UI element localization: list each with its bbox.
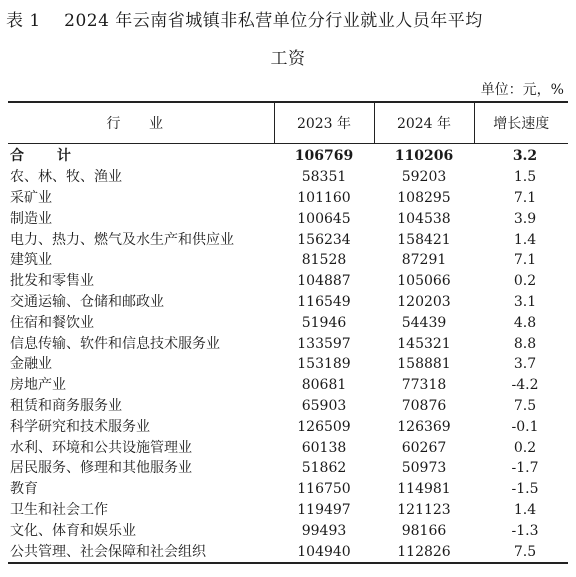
header-growth: 增长速度: [474, 102, 568, 144]
table-title: [0, 2, 576, 78]
growth-rate-cell: -4.2: [511, 377, 539, 394]
industry-cell: 交通运输、仓储和邮政业: [10, 293, 164, 310]
wage-2024-cell: 110206: [394, 148, 454, 165]
wage-2023-cell: 80681: [301, 377, 347, 394]
wage-2023-cell: 81528: [301, 252, 347, 269]
industry-cell: 建筑业: [10, 252, 52, 269]
wage-2024-cell: 70876: [401, 397, 447, 414]
growth-rate-cell: 3.9: [513, 210, 537, 227]
header-row: [8, 102, 568, 144]
industry-cell: 制造业: [10, 210, 52, 227]
industry-cell: 水利、环境和公共设施管理业: [10, 439, 192, 456]
wage-2024-cell: 126369: [397, 418, 451, 435]
wage-2024-cell: 105066: [397, 273, 451, 290]
industry-cell: 电力、热力、燃气及水生产和供应业: [10, 231, 234, 248]
wage-2024-cell: 120203: [397, 293, 451, 310]
table-row: [8, 354, 568, 375]
table-row: [8, 271, 568, 292]
wage-2023-cell: 104887: [297, 273, 351, 290]
growth-rate-cell: -1.5: [511, 481, 539, 498]
industry-cell: 科学研究和技术服务业: [10, 418, 150, 435]
industry-cell: 居民服务、修理和其他服务业: [10, 460, 192, 477]
table-row: [8, 333, 568, 354]
wage-2023-cell: 104940: [274, 541, 374, 563]
growth-rate-cell: 0.2: [513, 439, 537, 456]
growth-rate-cell: -0.1: [511, 418, 539, 435]
industry-cell: 房地产业: [10, 377, 66, 394]
wage-2023-cell: 51862: [301, 460, 347, 477]
table-row: [8, 229, 568, 250]
wage-2023-cell: 119497: [297, 501, 351, 518]
table-row: [8, 541, 568, 563]
wage-2023-cell: 156234: [297, 231, 351, 248]
table-row: [8, 312, 568, 333]
wage-2024-cell: 158881: [397, 356, 451, 373]
wage-2024-cell: 121123: [397, 501, 451, 518]
growth-rate-cell: 3.1: [513, 293, 537, 310]
growth-rate-cell: 3.7: [513, 356, 537, 373]
industry-cell: 采矿业: [10, 189, 52, 206]
wage-2024-cell: 158421: [397, 231, 451, 248]
wage-2023-cell: 116750: [297, 481, 351, 498]
wage-2023-cell: 51946: [301, 314, 347, 331]
wage-2024-cell: 104538: [397, 210, 451, 227]
table-row: [8, 500, 568, 521]
growth-rate-cell: -1.3: [511, 522, 539, 539]
table-row: [8, 416, 568, 437]
table-row: [8, 396, 568, 417]
wage-2024-cell: 50973: [401, 460, 447, 477]
growth-rate-cell: 7.5: [474, 541, 568, 563]
industry-cell: 公共管理、社会保障和社会组织: [8, 541, 274, 563]
industry-cell: 金融业: [10, 356, 52, 373]
growth-rate-cell: 0.2: [513, 273, 537, 290]
wage-2023-cell: 106769: [294, 148, 354, 165]
growth-rate-cell: 1.5: [513, 169, 537, 186]
wage-2024-cell: 54439: [401, 314, 447, 331]
table-row: [8, 208, 568, 229]
industry-cell: 合 计: [10, 148, 85, 165]
wage-2023-cell: 133597: [297, 335, 351, 352]
wage-2024-cell: 145321: [397, 335, 451, 352]
wage-2023-cell: 153189: [297, 356, 351, 373]
industry-cell: 租赁和商务服务业: [10, 397, 122, 414]
table-row: [8, 437, 568, 458]
table-row: [8, 188, 568, 209]
wage-2023-cell: 101160: [297, 189, 351, 206]
growth-rate-cell: 3.2: [512, 148, 538, 165]
wage-2023-cell: 60138: [301, 439, 347, 456]
header-2023: 2023 年: [274, 102, 374, 144]
table-title-line1: 表 1 2024 年云南省城镇非私营单位分行业就业人员年平均: [6, 11, 483, 31]
growth-rate-cell: 1.4: [513, 501, 537, 518]
wage-2024-cell: 98166: [401, 522, 447, 539]
unit-label: 单位：元，%: [480, 82, 564, 98]
wage-2024-cell: 112826: [374, 541, 474, 563]
wage-table: [8, 101, 568, 564]
growth-rate-cell: 8.8: [513, 335, 537, 352]
table-row: [8, 520, 568, 541]
industry-cell: 信息传输、软件和信息技术服务业: [10, 335, 220, 352]
table-header: [8, 102, 568, 144]
table-row: [8, 250, 568, 271]
table-row: [8, 458, 568, 479]
growth-rate-cell: 7.1: [513, 252, 537, 269]
growth-rate-cell: 4.8: [513, 314, 537, 331]
header-industry: 行 业: [8, 102, 274, 144]
growth-rate-cell: 1.4: [513, 231, 537, 248]
table-row: [8, 292, 568, 313]
wage-2024-cell: 108295: [397, 189, 451, 206]
total-row: [8, 144, 568, 167]
table-row: [8, 167, 568, 188]
wage-2023-cell: 99493: [301, 522, 347, 539]
table-row: [8, 375, 568, 396]
wage-2023-cell: 116549: [297, 293, 351, 310]
table-title-line2: 工资: [270, 49, 306, 69]
wage-2024-cell: 87291: [401, 252, 447, 269]
header-2024: 2024 年: [374, 102, 474, 144]
wage-2023-cell: 58351: [301, 169, 347, 186]
industry-cell: 农、林、牧、渔业: [10, 169, 122, 186]
wage-2024-cell: 77318: [401, 377, 447, 394]
wage-2023-cell: 126509: [297, 418, 351, 435]
wage-2024-cell: 114981: [397, 481, 451, 498]
growth-rate-cell: 7.5: [513, 397, 537, 414]
growth-rate-cell: 7.1: [513, 189, 537, 206]
wage-2023-cell: 65903: [301, 397, 347, 414]
industry-cell: 卫生和社会工作: [10, 501, 108, 518]
industry-cell: 批发和零售业: [10, 273, 94, 290]
industry-cell: 住宿和餐饮业: [10, 314, 94, 331]
wage-2024-cell: 59203: [401, 169, 447, 186]
growth-rate-cell: -1.7: [511, 460, 539, 477]
wage-2023-cell: 100645: [297, 210, 351, 227]
industry-cell: 文化、体育和娱乐业: [10, 522, 136, 539]
table-row: [8, 479, 568, 500]
wage-2024-cell: 60267: [401, 439, 447, 456]
table-body: [8, 144, 568, 563]
industry-cell: 教育: [10, 481, 38, 498]
